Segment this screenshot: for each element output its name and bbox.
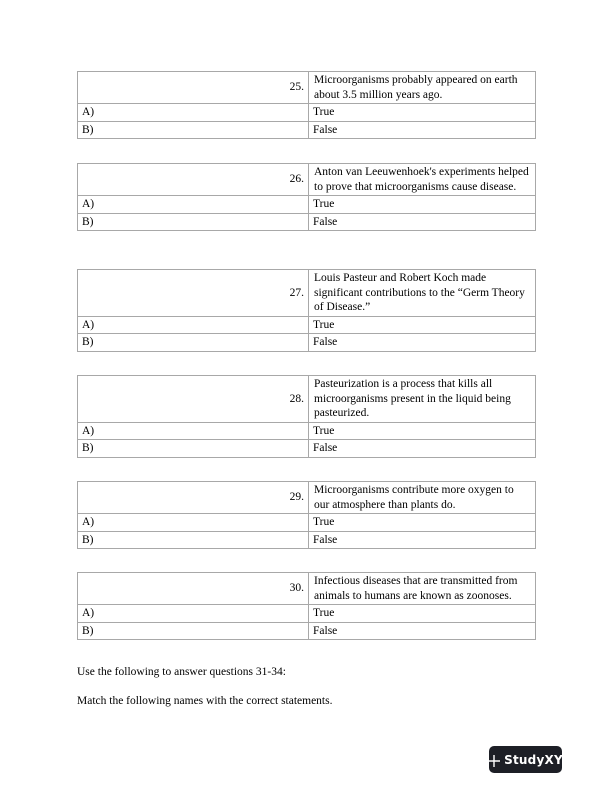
option-letter: A) xyxy=(78,605,309,623)
option-text[interactable]: False xyxy=(309,334,536,352)
option-letter: A) xyxy=(78,316,309,334)
plus-icon xyxy=(488,754,500,766)
question-30 xyxy=(77,572,536,640)
option-text[interactable]: False xyxy=(309,213,536,231)
question-number: 26. xyxy=(78,164,309,196)
option-letter: A) xyxy=(78,422,309,440)
option-letter: B) xyxy=(78,121,309,139)
question-26 xyxy=(77,163,536,231)
instruction-match: Match the following names with the correct statements. xyxy=(77,695,333,707)
option-text[interactable]: True xyxy=(309,605,536,623)
option-text[interactable]: True xyxy=(309,514,536,532)
instruction-use-following: Use the following to answer questions 31-34: xyxy=(77,666,286,678)
option-letter: A) xyxy=(78,196,309,214)
question-number: 27. xyxy=(78,270,309,317)
option-text[interactable]: False xyxy=(309,121,536,139)
option-letter: A) xyxy=(78,514,309,532)
question-stem: Microorganisms contribute more oxygen to our atmosphere than plants do. xyxy=(309,482,536,514)
option-letter: B) xyxy=(78,213,309,231)
option-text[interactable]: False xyxy=(309,531,536,549)
option-text[interactable]: False xyxy=(309,622,536,640)
option-letter: B) xyxy=(78,531,309,549)
question-stem: Infectious diseases that are transmitted from animals to humans are known as zoonoses. xyxy=(309,573,536,605)
option-letter: B) xyxy=(78,622,309,640)
question-stem: Microorganisms probably appeared on earth about 3.5 million years ago. xyxy=(309,72,536,104)
question-stem: Louis Pasteur and Robert Koch made significant contributions to the “Germ Theory of Disease.” xyxy=(309,270,536,317)
question-25 xyxy=(77,71,536,139)
question-29 xyxy=(77,481,536,549)
question-stem: Anton van Leeuwenhoek's experiments helped to prove that microorganisms cause disease. xyxy=(309,164,536,196)
question-28 xyxy=(77,375,536,458)
question-27 xyxy=(77,269,536,352)
logo-text: StudyXY xyxy=(504,752,563,767)
option-text[interactable]: False xyxy=(309,440,536,458)
question-number: 28. xyxy=(78,376,309,423)
studyxy-logo xyxy=(489,746,562,773)
option-letter: A) xyxy=(78,104,309,122)
question-stem: Pasteurization is a process that kills all microorganisms present in the liquid being pasteurized. xyxy=(309,376,536,423)
option-text[interactable]: True xyxy=(309,104,536,122)
question-number: 25. xyxy=(78,72,309,104)
option-text[interactable]: True xyxy=(309,422,536,440)
option-letter: B) xyxy=(78,440,309,458)
option-letter: B) xyxy=(78,334,309,352)
question-number: 29. xyxy=(78,482,309,514)
option-text[interactable]: True xyxy=(309,316,536,334)
question-number: 30. xyxy=(78,573,309,605)
option-text[interactable]: True xyxy=(309,196,536,214)
